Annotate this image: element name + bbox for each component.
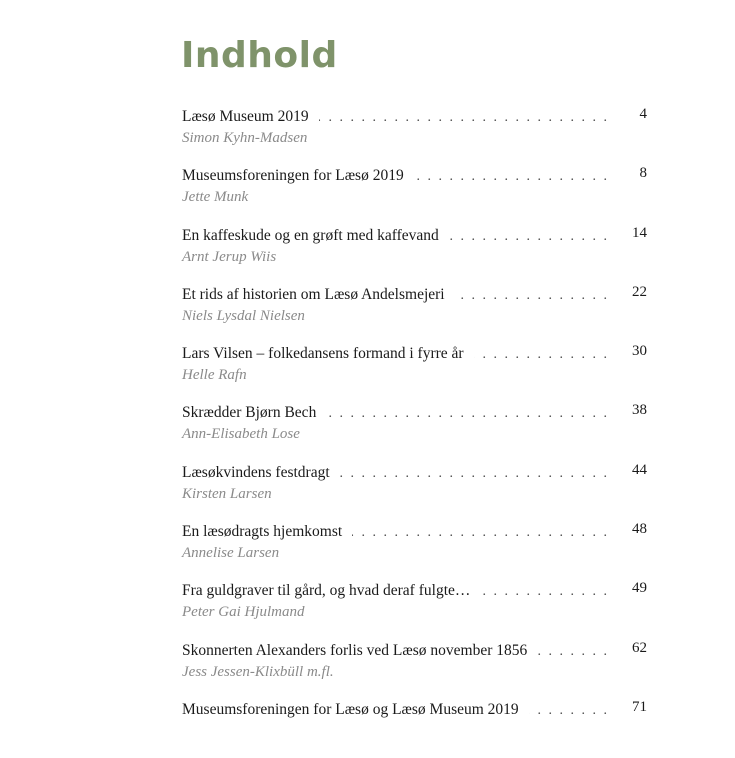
toc-entry bbox=[182, 462, 647, 521]
toc-entry-author: Helle Rafn bbox=[182, 367, 247, 384]
toc-entry-author: Niels Lysdal Nielsen bbox=[182, 307, 305, 324]
toc-page-number: 8 bbox=[639, 165, 647, 182]
toc-page-number: 49 bbox=[632, 580, 647, 597]
dot-leader bbox=[455, 284, 609, 306]
toc-page-number: 38 bbox=[632, 402, 647, 419]
toc-entry-title: En læsødragts hjemkomst bbox=[182, 523, 343, 541]
dot-leader bbox=[474, 343, 609, 365]
dot-leader bbox=[449, 225, 609, 247]
table-of-contents bbox=[182, 106, 647, 758]
toc-entry-title: En kaffeskude og en grøft med kaffevand bbox=[182, 226, 439, 244]
toc-page-number: 22 bbox=[632, 283, 647, 300]
toc-entry-title: Læsø Museum 2019 bbox=[182, 108, 309, 125]
dot-leader bbox=[529, 699, 609, 721]
toc-entry-title: Lars Vilsen – folkedansens formand i fyrre år bbox=[182, 345, 464, 363]
toc-entry-author: Simon Kyhn-Madsen bbox=[182, 130, 308, 146]
toc-page-number: 44 bbox=[632, 461, 647, 478]
toc-entry bbox=[182, 402, 647, 461]
toc-entry-author: Arnt Jerup Wiis bbox=[182, 248, 277, 265]
toc-page-number: 4 bbox=[639, 106, 647, 122]
toc-entry bbox=[182, 521, 647, 580]
dot-leader bbox=[319, 106, 609, 128]
toc-entry-title: Museumsforeningen for Læsø 2019 bbox=[182, 167, 404, 185]
page-title: Indhold bbox=[181, 35, 338, 76]
dot-leader bbox=[326, 402, 609, 424]
dot-leader bbox=[414, 165, 609, 187]
toc-entry-title: Museumsforeningen for Læsø og Læsø Museum 2019 bbox=[182, 700, 519, 718]
toc-entry bbox=[182, 580, 647, 639]
toc-entry-title: Et rids af historien om Læsø Andelsmejeri bbox=[182, 285, 445, 303]
toc-page-number: 71 bbox=[632, 698, 647, 715]
toc-entry-author: Ann-Elisabeth Lose bbox=[182, 426, 300, 443]
toc-page-number: 14 bbox=[632, 224, 647, 241]
toc-page-number: 30 bbox=[632, 343, 647, 360]
toc-entry-author: Kirsten Larsen bbox=[182, 485, 272, 502]
toc-entry bbox=[182, 699, 647, 758]
toc-entry bbox=[182, 640, 647, 699]
toc-entry-author: Annelise Larsen bbox=[182, 545, 280, 562]
dot-leader bbox=[352, 521, 609, 543]
toc-entry-title: Skrædder Bjørn Bech bbox=[182, 404, 317, 422]
toc-entry bbox=[182, 284, 647, 343]
toc-entry-title: Læsøkvindens festdragt bbox=[182, 463, 330, 481]
dot-leader bbox=[537, 640, 609, 662]
toc-entry bbox=[182, 343, 647, 402]
toc-entry-title: Fra guldgraver til gård, og hvad deraf fulgte… bbox=[182, 582, 471, 600]
toc-page-number: 62 bbox=[632, 639, 647, 656]
dot-leader bbox=[480, 580, 609, 602]
toc-page-number: 48 bbox=[632, 521, 647, 538]
dot-leader bbox=[340, 462, 609, 484]
toc-entry-title: Skonnerten Alexanders forlis ved Læsø november 1856 bbox=[182, 641, 528, 659]
toc-entry bbox=[182, 165, 647, 224]
toc-entry bbox=[182, 106, 647, 165]
toc-entry-author: Jette Munk bbox=[182, 189, 249, 206]
toc-entry-author: Peter Gai Hjulmand bbox=[182, 604, 305, 621]
toc-entry-author: Jess Jessen-Klixbüll m.fl. bbox=[182, 663, 334, 680]
toc-entry bbox=[182, 225, 647, 284]
